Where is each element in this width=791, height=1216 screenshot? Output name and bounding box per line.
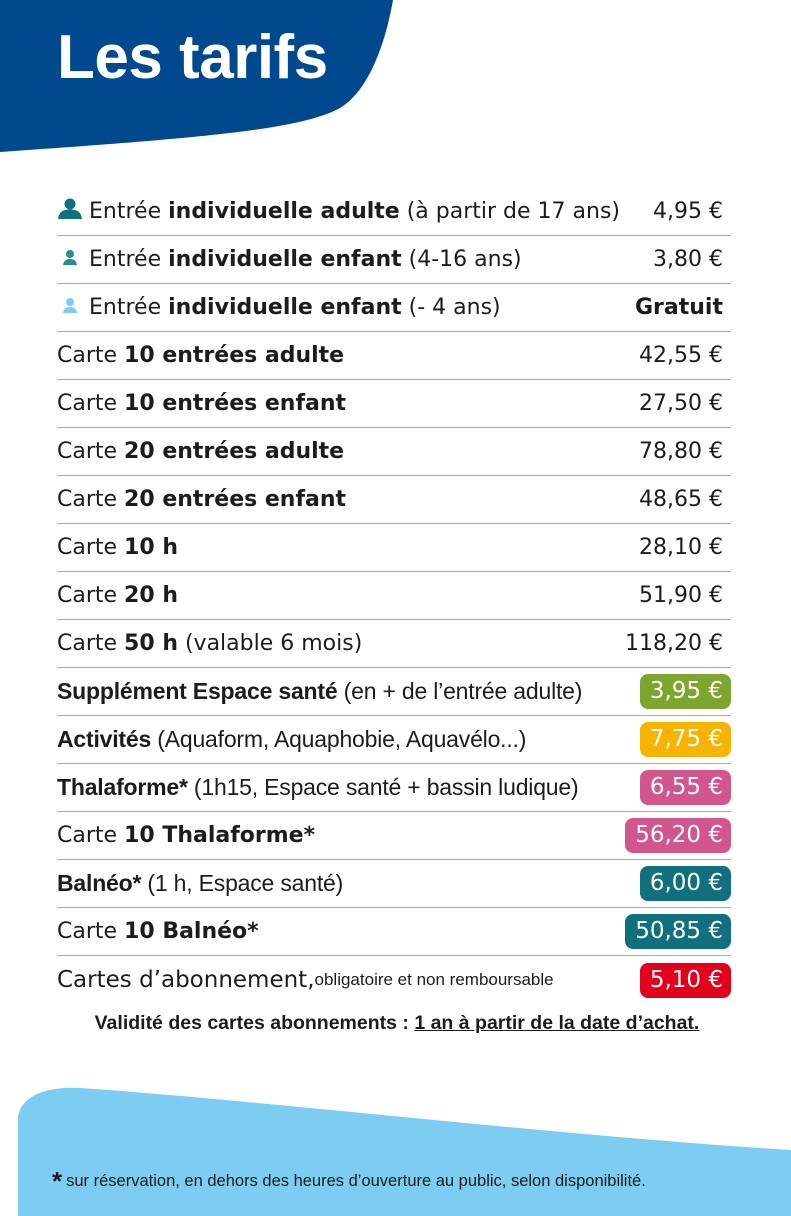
label-prefix: Entrée bbox=[89, 295, 169, 320]
price-value: 48,65 € bbox=[639, 487, 723, 512]
extra-row-label bbox=[57, 774, 578, 801]
price-badge: 6,00 € bbox=[640, 866, 731, 901]
price-row-label bbox=[57, 631, 362, 656]
extra-price-row bbox=[57, 812, 731, 860]
price-row bbox=[57, 284, 731, 332]
extra-row-label bbox=[57, 919, 259, 944]
label-bold: Balnéo* bbox=[57, 870, 142, 896]
label-bold: 50 h bbox=[124, 631, 178, 656]
label-bold: 10 Thalaforme* bbox=[124, 823, 316, 848]
price-value: 28,10 € bbox=[639, 535, 723, 560]
label-bold: Supplément Espace santé bbox=[57, 678, 338, 704]
label-bold: individuelle enfant bbox=[168, 295, 402, 320]
price-row bbox=[57, 620, 731, 668]
price-badge: 7,75 € bbox=[640, 722, 731, 757]
label-prefix: Carte bbox=[57, 391, 125, 416]
subscription-note: obligatoire et non remboursable bbox=[314, 970, 554, 989]
extra-price-row bbox=[57, 860, 731, 908]
label-suffix: (en + de l’entrée adulte) bbox=[337, 678, 583, 704]
price-row-label bbox=[57, 487, 346, 512]
price-badge: 3,95 € bbox=[640, 674, 731, 709]
label-bold: 20 h bbox=[124, 583, 178, 608]
label-prefix: Carte bbox=[57, 439, 125, 464]
price-row-label bbox=[57, 391, 346, 416]
label-suffix: (4-16 ans) bbox=[401, 247, 522, 272]
price-value: 4,95 € bbox=[653, 199, 723, 224]
asterisk-icon: * bbox=[52, 1166, 63, 1196]
person-baby-icon bbox=[57, 295, 83, 320]
price-row bbox=[57, 188, 731, 236]
label-bold: Thalaforme* bbox=[57, 774, 188, 800]
price-row-label bbox=[57, 295, 501, 320]
label-bold: individuelle enfant bbox=[168, 247, 402, 272]
extra-price-row bbox=[57, 908, 731, 956]
label-prefix: Entrée bbox=[89, 199, 169, 224]
price-value: 42,55 € bbox=[639, 343, 723, 368]
person-child-icon bbox=[57, 247, 83, 272]
label-bold: 10 entrées enfant bbox=[124, 391, 347, 416]
label-prefix: Entrée bbox=[89, 247, 169, 272]
page-title: Les tarifs bbox=[57, 23, 328, 92]
price-value: 78,80 € bbox=[639, 439, 723, 464]
price-row bbox=[57, 332, 731, 380]
label-prefix: Carte bbox=[57, 631, 125, 656]
extra-price-row bbox=[57, 716, 731, 764]
label-prefix: Carte bbox=[57, 919, 125, 944]
price-value: 3,80 € bbox=[653, 247, 723, 272]
price-row bbox=[57, 428, 731, 476]
price-row-label bbox=[57, 247, 522, 272]
price-badge: 56,20 € bbox=[625, 818, 731, 853]
price-value: 51,90 € bbox=[639, 583, 723, 608]
label-bold: 20 entrées enfant bbox=[124, 487, 347, 512]
price-row bbox=[57, 236, 731, 284]
label-bold: 10 Balnéo* bbox=[124, 919, 259, 944]
label-prefix: Carte bbox=[57, 343, 125, 368]
price-row-label bbox=[57, 583, 178, 608]
subscription-price-badge: 5,10 € bbox=[640, 963, 731, 998]
footnote bbox=[52, 1166, 646, 1197]
footnote-text: sur réservation, en dehors des heures d’ouverture au public, selon disponibilité. bbox=[66, 1172, 646, 1190]
price-value: 118,20 € bbox=[625, 631, 723, 656]
price-value: 27,50 € bbox=[639, 391, 723, 416]
extra-row-label bbox=[57, 870, 343, 897]
price-row-label bbox=[57, 439, 344, 464]
price-badge: 6,55 € bbox=[640, 770, 731, 805]
price-row-label bbox=[57, 343, 344, 368]
validity-note bbox=[57, 1012, 737, 1035]
subscription-label bbox=[57, 967, 554, 993]
extra-row-label bbox=[57, 823, 315, 848]
person-large-icon bbox=[57, 198, 83, 226]
label-bold: 10 h bbox=[124, 535, 178, 560]
price-row-label bbox=[57, 535, 178, 560]
extra-row-label bbox=[57, 678, 582, 705]
price-row bbox=[57, 476, 731, 524]
label-bold: individuelle adulte bbox=[168, 199, 400, 224]
label-prefix: Carte bbox=[57, 535, 125, 560]
label-suffix: (- 4 ans) bbox=[401, 295, 501, 320]
label-bold: 20 entrées adulte bbox=[124, 439, 345, 464]
label-suffix: (valable 6 mois) bbox=[177, 631, 363, 656]
price-row-label bbox=[57, 198, 620, 226]
extra-row-label bbox=[57, 726, 526, 753]
validity-label: Validité des cartes abonnements : bbox=[94, 1012, 415, 1034]
label-suffix: (Aquaform, Aquaphobie, Aquavélo...) bbox=[151, 726, 527, 752]
basic-price-list bbox=[57, 188, 731, 668]
label-prefix: Carte bbox=[57, 823, 125, 848]
label-prefix: Carte bbox=[57, 487, 125, 512]
subscription-label-text: Cartes d’abonnement, bbox=[57, 967, 315, 993]
price-badge: 50,85 € bbox=[625, 914, 731, 949]
extras-price-list bbox=[57, 668, 731, 956]
price-row bbox=[57, 524, 731, 572]
label-bold: Activités bbox=[57, 726, 152, 752]
price-value: Gratuit bbox=[635, 295, 723, 320]
price-table bbox=[57, 188, 731, 1002]
label-suffix: (à partir de 17 ans) bbox=[399, 199, 620, 224]
label-prefix: Carte bbox=[57, 583, 125, 608]
label-suffix: (1h15, Espace santé + bassin ludique) bbox=[187, 774, 579, 800]
label-bold: 10 entrées adulte bbox=[124, 343, 345, 368]
extra-price-row bbox=[57, 764, 731, 812]
extra-price-row bbox=[57, 668, 731, 716]
label-suffix: (1 h, Espace santé) bbox=[141, 870, 344, 896]
subscription-row bbox=[57, 958, 731, 1002]
validity-value: 1 an à partir de la date d’achat. bbox=[414, 1012, 700, 1034]
price-row bbox=[57, 380, 731, 428]
price-row bbox=[57, 572, 731, 620]
